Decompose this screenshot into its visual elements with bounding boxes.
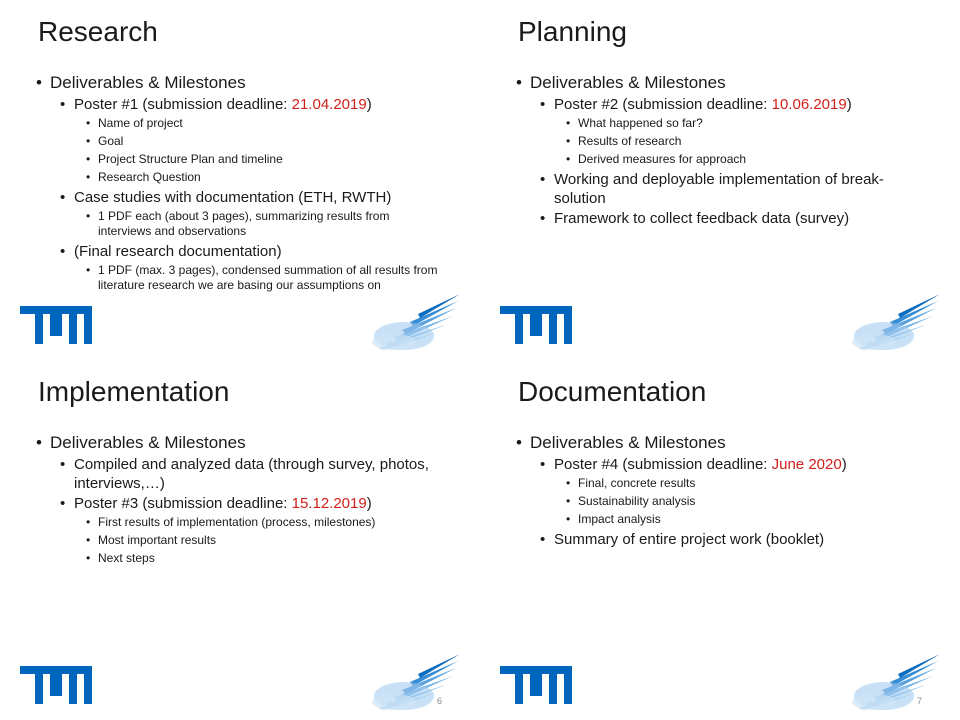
wing-graphic-icon (850, 652, 942, 712)
bullet-case-studies: • Case studies with documentation (ETH, RWTH) (60, 188, 456, 207)
list-item: • First results of implementation (process, milestones) (86, 515, 456, 530)
bullet-poster-4: • Poster #4 (submission deadline: June 2020) (540, 455, 936, 474)
tum-logo-icon (500, 666, 572, 704)
slide-content (516, 70, 936, 229)
list-item: • Research Question (86, 170, 456, 185)
bullet-poster-2: • Poster #2 (submission deadline: 10.06.2019) (540, 95, 936, 114)
bullet-implementation: • Working and deployable implementation of break-solution (540, 170, 884, 208)
list-item: • 1 PDF (max. 3 pages), condensed summation of all results from literature research we are basing our assumptions on (86, 263, 443, 293)
list-item: • 1 PDF each (about 3 pages), summarizing results from interviews and observations (86, 209, 398, 239)
slide-content (36, 70, 456, 296)
list-item: • Impact analysis (566, 512, 936, 527)
slide-title: Implementation (38, 376, 230, 407)
slide-title: Documentation (518, 376, 707, 407)
list-item: • Final, concrete results (566, 476, 936, 491)
bullet-deliverables: • Deliverables & Milestones (36, 432, 456, 454)
list-item: • Project Structure Plan and timeline (86, 152, 456, 167)
list-item: • Derived measures for approach (566, 152, 936, 167)
slide-planning (480, 0, 960, 360)
tum-logo-icon (20, 666, 92, 704)
list-item: • Sustainability analysis (566, 494, 936, 509)
slide-research (0, 0, 480, 360)
deadline-date: 21.04.2019 (291, 96, 367, 113)
tum-logo-icon (500, 306, 572, 344)
slide-title: Research (38, 16, 158, 47)
bullet-final-research: • (Final research documentation) (60, 242, 456, 261)
bullet-deliverables: • Deliverables & Milestones (36, 72, 456, 94)
deadline-date: June 2020 (771, 456, 842, 473)
slide-content (516, 430, 936, 550)
slide-content (36, 430, 456, 569)
bullet-framework: • Framework to collect feedback data (survey) (540, 209, 936, 228)
list-item: • Results of research (566, 134, 936, 149)
wing-graphic-icon (370, 292, 462, 352)
bullet-summary: • Summary of entire project work (booklet) (540, 530, 936, 549)
list-item: • Name of project (86, 116, 456, 131)
list-item: • Next steps (86, 551, 456, 566)
list-item: • Goal (86, 134, 456, 149)
bullet-compiled-data: • Compiled and analyzed data (through survey, photos, interviews,…) (60, 455, 434, 493)
page-number: 6 (436, 696, 442, 706)
page-number: 7 (916, 696, 922, 706)
bullet-poster-3: • Poster #3 (submission deadline: 15.12.2019) (60, 494, 456, 513)
bullet-deliverables: • Deliverables & Milestones (516, 432, 936, 454)
bullet-poster-1: • Poster #1 (submission deadline: 21.04.2019) (60, 95, 456, 114)
deadline-date: 15.12.2019 (291, 495, 367, 512)
slide-implementation (0, 360, 480, 720)
list-item: • What happened so far? (566, 116, 936, 131)
wing-graphic-icon (370, 652, 462, 712)
slide-title: Planning (518, 16, 627, 47)
bullet-deliverables: • Deliverables & Milestones (516, 72, 936, 94)
tum-logo-icon (20, 306, 92, 344)
wing-graphic-icon (850, 292, 942, 352)
slide-documentation (480, 360, 960, 720)
list-item: • Most important results (86, 533, 456, 548)
deadline-date: 10.06.2019 (771, 96, 847, 113)
